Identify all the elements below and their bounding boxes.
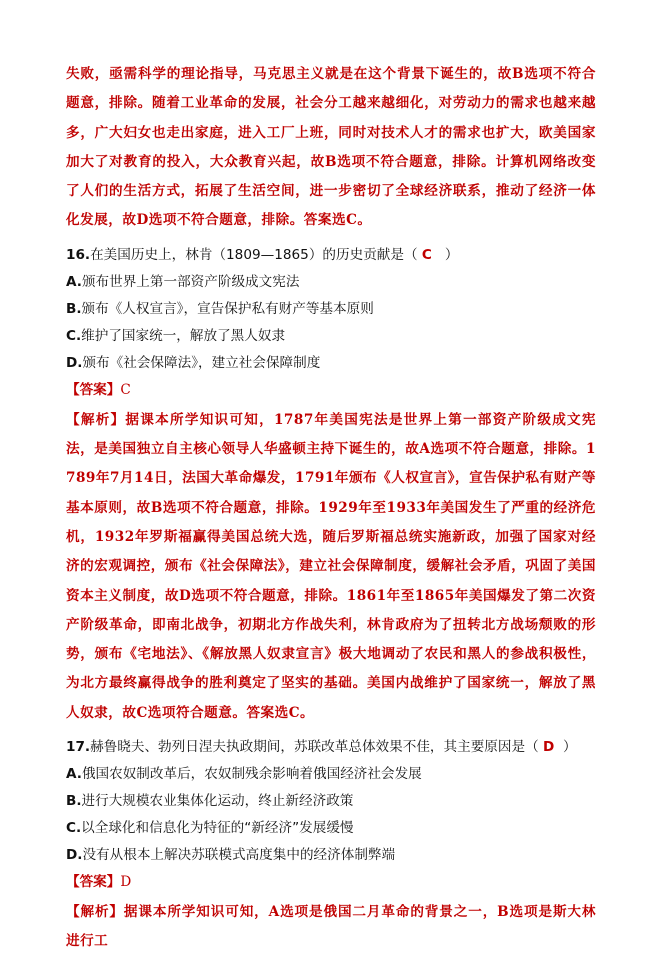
question-17-option-a (66, 761, 596, 788)
question-17-option-b (66, 788, 596, 815)
document-page (66, 60, 596, 957)
option-letter: D. (66, 354, 83, 371)
question-16-stem (66, 242, 596, 269)
analysis-label: 【解析】 (66, 904, 124, 921)
analysis-text: 据课本所学知识可知，A选项是俄国二月革命的背景之一，B选项是斯大林进行工 (66, 904, 596, 950)
option-letter: A. (66, 273, 82, 290)
question-16-option-a (66, 269, 596, 296)
analysis-label: 【解析】 (66, 411, 126, 428)
answer-label: 【答案】 (66, 874, 121, 891)
question-17-answer-letter: D (543, 739, 555, 756)
option-text: 进行大规模农业集体化运动，终止新经济政策 (81, 793, 354, 810)
question-17-option-c (66, 815, 596, 842)
option-text: 颁布世界上第一部资产阶级成文宪法 (81, 273, 300, 290)
option-text: 颁布《人权宣言》，宣告保护私有财产等基本原则 (81, 300, 374, 317)
question-16-answer-letter: C (421, 246, 432, 263)
option-letter: C. (66, 820, 82, 837)
option-letter: B. (66, 300, 82, 317)
option-text: 颁布《社会保障法》，建立社会保障制度 (82, 354, 321, 371)
question-17 (66, 734, 596, 957)
option-letter: D. (66, 847, 83, 864)
question-17-stem-end: ） (562, 739, 577, 756)
option-letter: C. (66, 327, 82, 344)
answer-label: 【答案】 (66, 381, 121, 398)
option-text: 没有从根本上解决苏联模式高度集中的经济体制弊端 (82, 847, 396, 864)
question-17-stem (66, 734, 596, 761)
option-letter: A. (66, 766, 82, 783)
question-16-option-d (66, 350, 596, 377)
question-16-text: 在美国历史上，林肯（1809—1865）的历史贡献是（ (90, 246, 418, 263)
question-16-analysis (66, 406, 596, 728)
option-text: 俄国农奴制改革后，农奴制残余影响着俄国经济社会发展 (81, 766, 422, 783)
question-17-analysis (66, 898, 596, 957)
option-letter: B. (66, 793, 82, 810)
question-16-answer (66, 377, 596, 404)
answer-value: C (120, 381, 131, 398)
question-17-option-d (66, 842, 596, 869)
question-17-text: 赫鲁晓夫、勃列日涅夫执政期间，苏联改革总体效果不佳，其主要原因是（ (90, 739, 539, 756)
question-16 (66, 242, 596, 728)
answer-value: D (120, 874, 132, 891)
question-16-option-b (66, 296, 596, 323)
question-16-number: 16. (66, 246, 91, 263)
previous-analysis-continuation: 失败，亟需科学的理论指导，马克思主义就是在这个背景下诞生的，故B选项不符合题意，排除。随着工业革命的发展，社会分工越来越细化，对劳动力的需求也越来越多，广大妇女也走出家庭，进入工厂上班，同时对技术人才的需求也扩大，欧美国家加大了对教育的投入，大众教育兴起，故B选项不符合题意，排除。计算机网络改变了人们的生活方式，拓展了生活空间，进一步密切了全球经济联系，推动了经济一体化发展，故D选项不符合题意，排除。答案选C。 (66, 66, 596, 229)
question-16-stem-end: ） (444, 246, 459, 263)
question-17-number: 17. (66, 739, 91, 756)
analysis-text: 据课本所学知识可知，1787年美国宪法是世界上第一部资产阶级成文宪法，是美国独立自主核心领导人华盛顿主持下诞生的，故A选项不符合题意，排除。1789年7月14日，法国大革命爆发，1791年颁布《人权宣言》，宣告保护私有财产等基本原则，故B选项不符合题意，排除。1929年至1933年美国发生了严重的经济危机，1932年罗斯福赢得美国总统大选，随后罗斯福总统实施新政，加强了国家对经济的宏观调控，颁布《社会保障法》，建立社会保障制度，缓解社会矛盾，巩固了美国资本主义制度，故D选项不符合题意，排除。1861年至1865年美国爆发了第二次资产阶级革命，即南北战争，初期北方作战失利，林肯政府为了扭转北方战场颓败的形势，颁布《宅地法》、《解放黑人奴隶宣言》极大地调动了农民和黑人的参战积极性，为北方最终赢得战争的胜利奠定了坚实的基础。美国内战维护了国家统一，解放了黑人奴隶，故C选项符合题意。答案选C。 (66, 411, 596, 721)
question-16-option-c (66, 323, 596, 350)
option-text: 维护了国家统一，解放了黑人奴隶 (81, 327, 286, 344)
option-text: 以全球化和信息化为特征的“新经济”发展缓慢 (81, 820, 354, 837)
question-17-answer (66, 869, 596, 896)
